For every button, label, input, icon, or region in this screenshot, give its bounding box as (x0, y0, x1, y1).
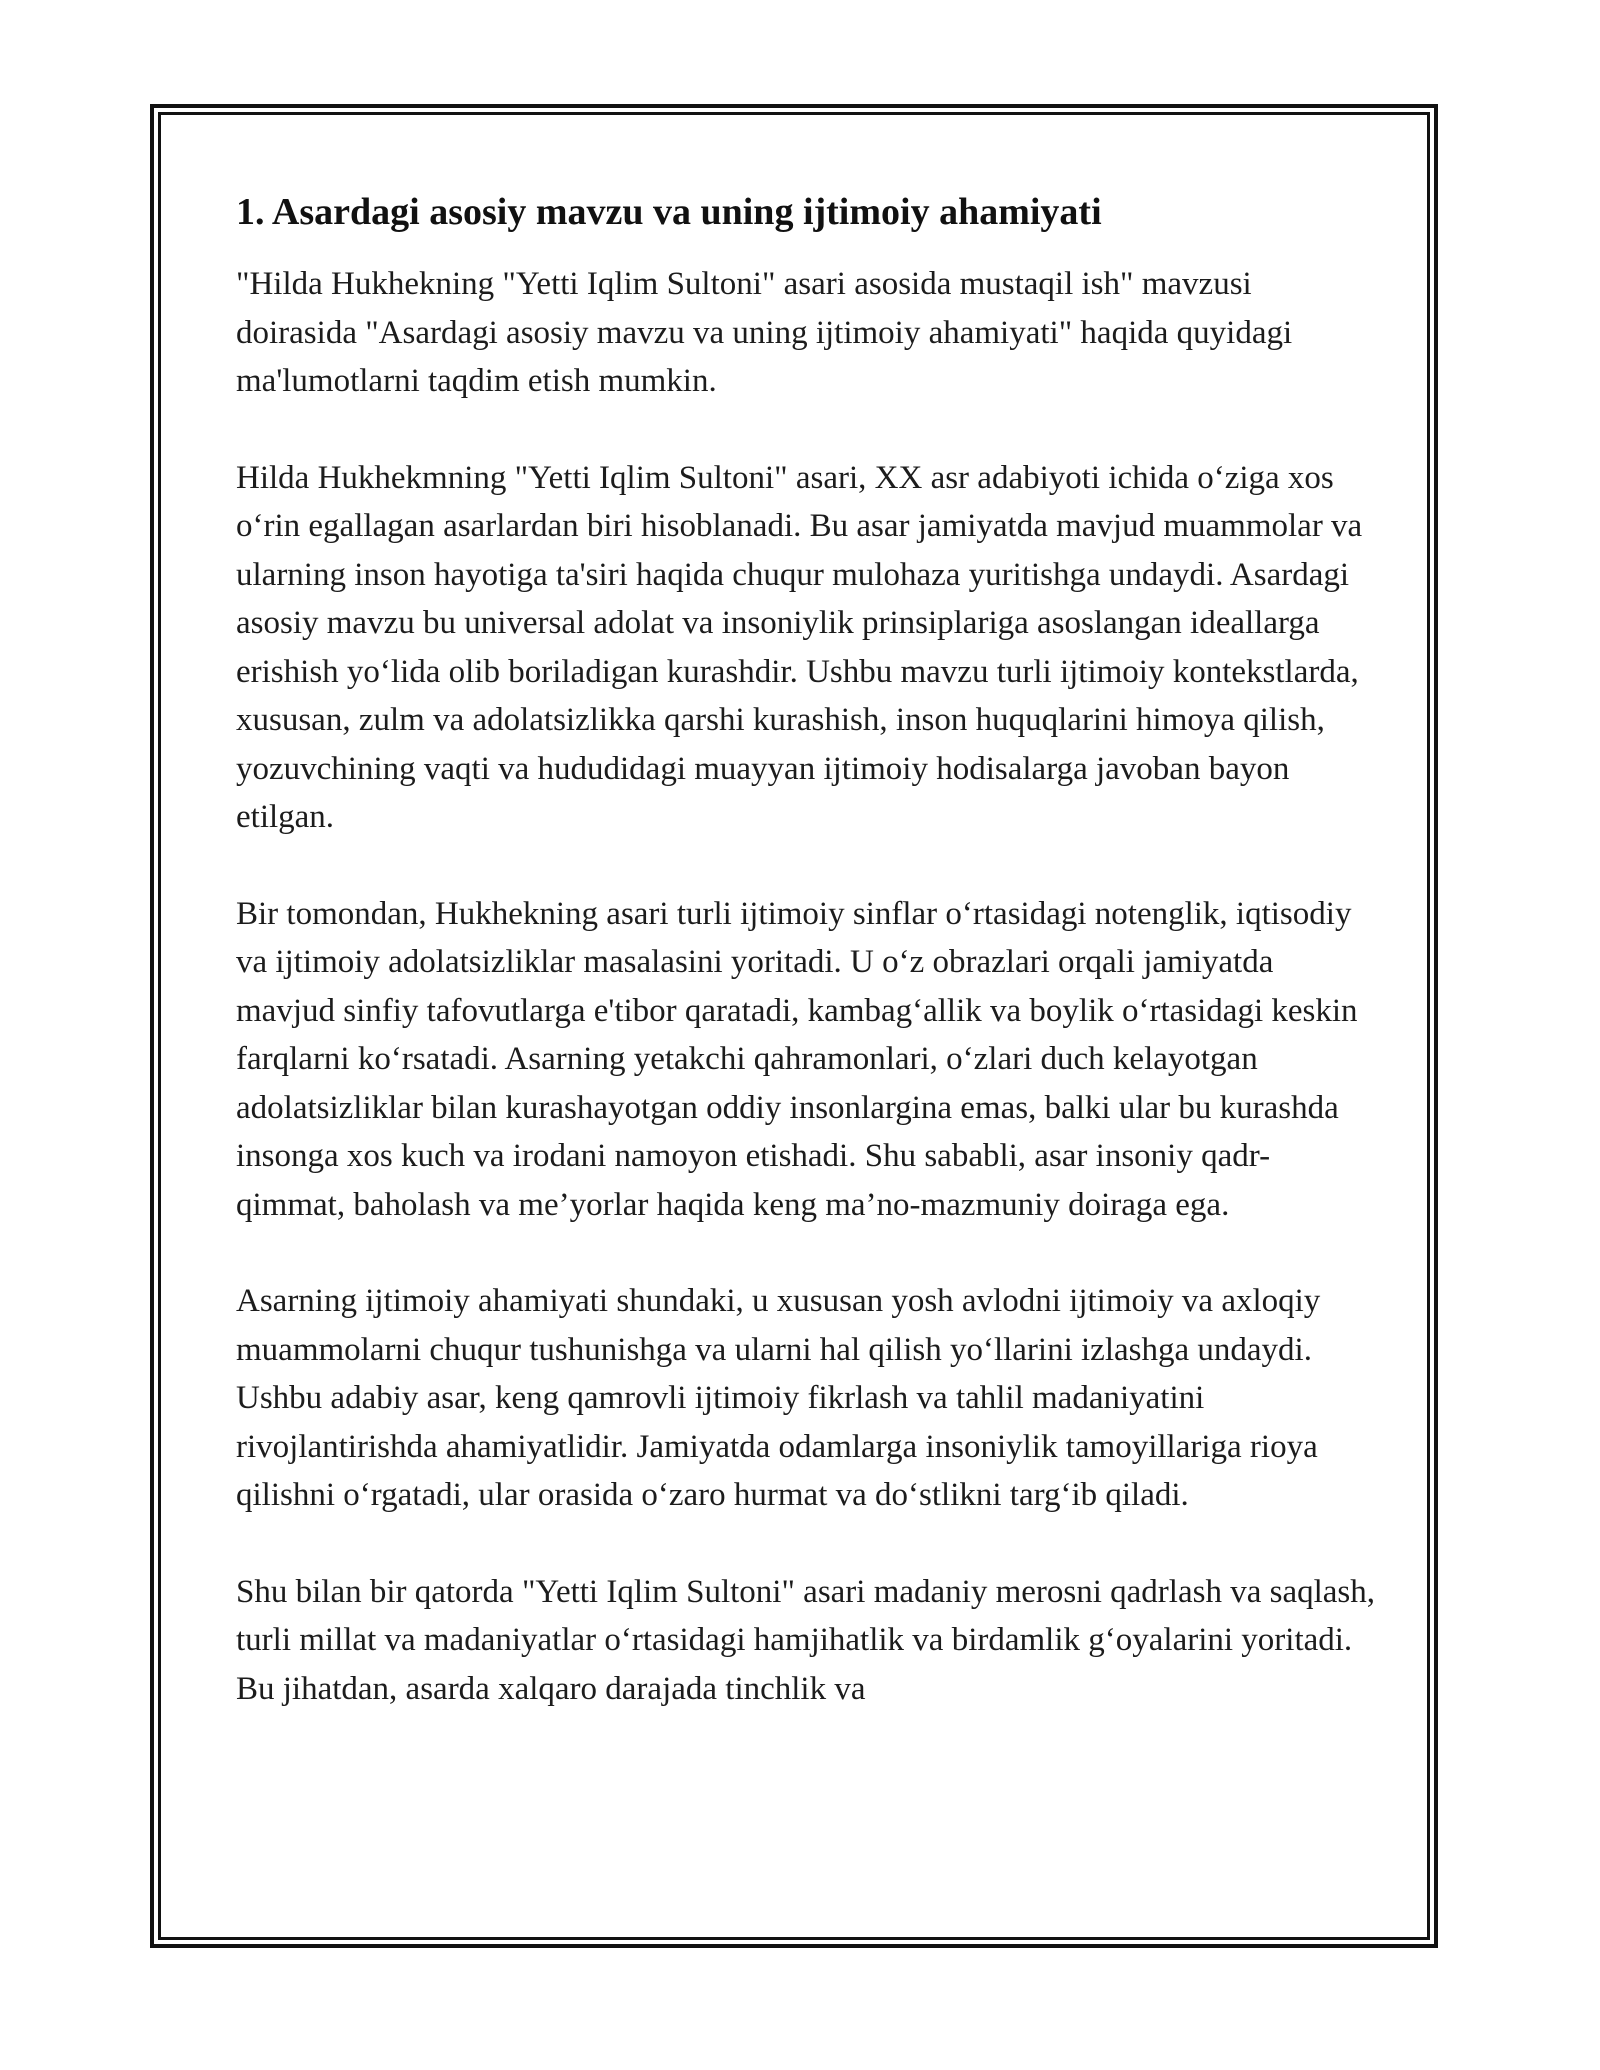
section-heading: 1. Asardagi asosiy mavzu va uning ijtimoiy ahamiyati (236, 191, 1102, 233)
document-body (236, 186, 1376, 1761)
paragraph-social-significance: Asarning ijtimoiy ahamiyati shundaki, u xususan yosh avlodni ijtimoiy va axloqiy muammolarni chuqur tushunishga va ularni hal qilish yo‘llarini izlashga undaydi. Ushbu adabiy asar, keng qamrovli ijtimoiy fikrlash va tahlil madaniyatini rivojlantirishda ahamiyatlidir. Jamiyatda odamlarga insoniylik tamoyillariga rioya qilishni o‘rgatadi, ular orasida o‘zaro hurmat va do‘stlikni targ‘ib qiladi. (236, 1283, 1321, 1513)
paragraph-social-classes: Bir tomondan, Hukhekning asari turli ijtimoiy sinflar o‘rtasidagi notenglik, iqtisodiy va ijtimoiy adolatsizliklar masalasini yoritadi. U o‘z obrazlari orqali jamiyatda mavjud sinfiy tafovutlarga e'tibor qaratadi, kambag‘allik va boylik o‘rtasidagi keskin farqlarni ko‘rsatadi. Asarning yetakchi qahramonlari, o‘zlari duch kelayotgan adolatsizliklar bilan kurashayotgan oddiy insonlargina emas, balki ular bu kurashda insonga xos kuch va irodani namoyon etishadi. Shu sababli, asar insoniy qadr-qimmat, baholash va me’yorlar haqida keng ma’no-mazmuniy doiraga ega. (236, 895, 1358, 1223)
paragraph-cultural-heritage: Shu bilan bir qatorda "Yetti Iqlim Sultoni" asari madaniy merosni qadrlash va saqlash, turli millat va madaniyatlar o‘rtasidagi hamjihatlik va birdamlik g‘oyalarini yoritadi. Bu jihatdan, asarda xalqaro darajada tinchlik va (236, 1573, 1375, 1707)
paragraph-main-theme: Hilda Hukhekmning "Yetti Iqlim Sultoni" asari, XX asr adabiyoti ichida o‘ziga xos o‘rin egallagan asarlardan biri hisoblanadi. Bu asar jamiyatda mavjud muammolar va ularning inson hayotiga ta'siri haqida chuqur mulohaza yuritishga undaydi. Asardagi asosiy mavzu bu universal adolat va insoniylik prinsiplariga asoslangan ideallarga erishish yo‘lida olib boriladigan kurashdir. Ushbu mavzu turli ijtimoiy kontekstlarda, xususan, zulm va adolatsizlikka qarshi kurashish, inson huquqlarini himoya qilish, yozuvchining vaqti va hududidagi muayyan ijtimoiy hodisalarga javoban bayon etilgan. (236, 459, 1363, 835)
paragraph-intro: "Hilda Hukhekning "Yetti Iqlim Sultoni" asari asosida mustaqil ish" mavzusi doirasida "Asardagi asosiy mavzu va uning ijtimoiy ahamiyati" haqida quyidagi ma'lumotlarni taqdim etish mumkin. (236, 266, 1293, 399)
